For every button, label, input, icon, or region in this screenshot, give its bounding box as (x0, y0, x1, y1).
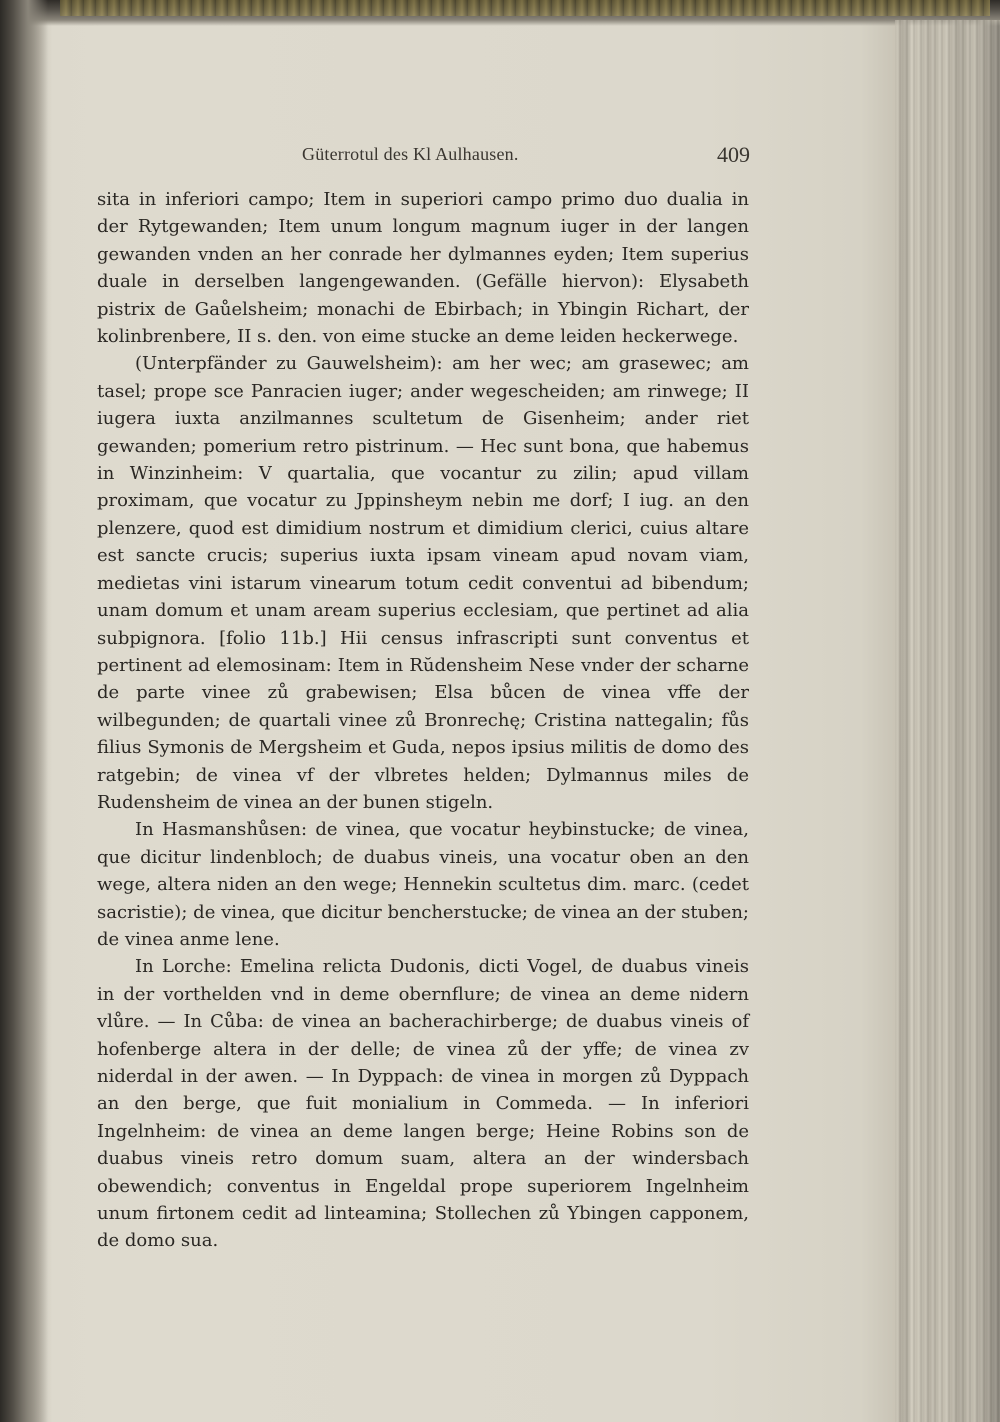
body-text (97, 186, 749, 1255)
page-number: 409 (717, 142, 750, 167)
paragraph: sita in inferiori campo; Item in superiori campo primo duo dualia in der Rytgewanden; Item unum longum magnum iuger in der langen gewanden vnden an her conrade her dylmannes eyden; Item superius duale in derselben langengewanden. (Gefälle hiervon): Elysabeth pistrix de Gaůelsheim; monachi de Ebirbach; in Ybingin Richart, der kolinbrenbere, II s. den. von eime stucke an deme leiden heckerwege. (97, 189, 749, 348)
paragraph: In Hasmanshůsen: de vinea, que vocatur heybinstucke; de vinea, que dicitur lindenbloch; de duabus vineis, una vocatur oben an den wege, altera niden an den wege; Hennekin scultetus dim. marc. (cedet sacristie); de vinea, que dicitur bencherstucke; de vinea an der stuben; de vinea anme lene. (97, 819, 749, 950)
paragraph: In Lorche: Emelina relicta Dudonis, dicti Vogel, de duabus vineis in der vorthelden vnd in deme obernflure; de vinea an deme nidern vlůre. — In Cůba: de vinea an bacherachirberge; de duabus vineis of hofenberge altera in der delle; de vinea zů der yffe; de vinea zv niderdal in der awen. — In Dyppach: de vinea in morgen zů Dyppach an den berge, que fuit monialium in Commeda. — In inferiori Ingelnheim: de vinea an deme langen berge; Heine Robins son de duabus vineis retro domum suam, altera an der windersbach obewendich; conventus in Engeldal prope superiorem Ingelnheim unum firtonem cedit ad linteamina; Stollechen zů Ybingen capponem, de domo sua. (97, 956, 749, 1252)
running-title: Güterrotul des Kl Aulhausen. (302, 144, 519, 164)
page-header (300, 142, 750, 172)
paragraph: (Unterpfänder zu Gauwelsheim): am her wec; am grasewec; am tasel; prope sce Panracien iuger; ander wegescheiden; am rinwege; II iugera iuxta anzilmannes scultetum de Gisenheim; ander riet gewanden; pomerium retro pistrinum. — Hec sunt bona, que habemus in Winzinheim: V quartalia, que vocantur zu zilin; apud villam proximam, que vocatur zu Jppinsheym nebin me dorf; I iug. an den plenzere, quod est dimidium nostrum et dimidium clerici, cuius altare est sancte crucis; superius iuxta ipsam vineam apud novam viam, medietas vini istarum vinearum totum cedit conventui ad bibendum; unam domum et unam aream superius ecclesiam, que pertinet ad alia subpignora. [folio 11b.] Hii census infrascripti sunt conventus et pertinent ad elemosinam: Item in Rŭdensheim Nese vnder der scharne de parte vinee zů grabewisen; Elsa bůcen de vinea vffe der wilbegunden; de quartali vinee zů Bronrechę; Cristina nattegalin; fůs filius Symonis de Mergsheim et Guda, nepos ipsius militis de domo des ratgebin; de vinea vf der vlbretes helden; Dylmannus miles de Rudensheim de vinea an der bunen stigeln. (97, 353, 749, 813)
